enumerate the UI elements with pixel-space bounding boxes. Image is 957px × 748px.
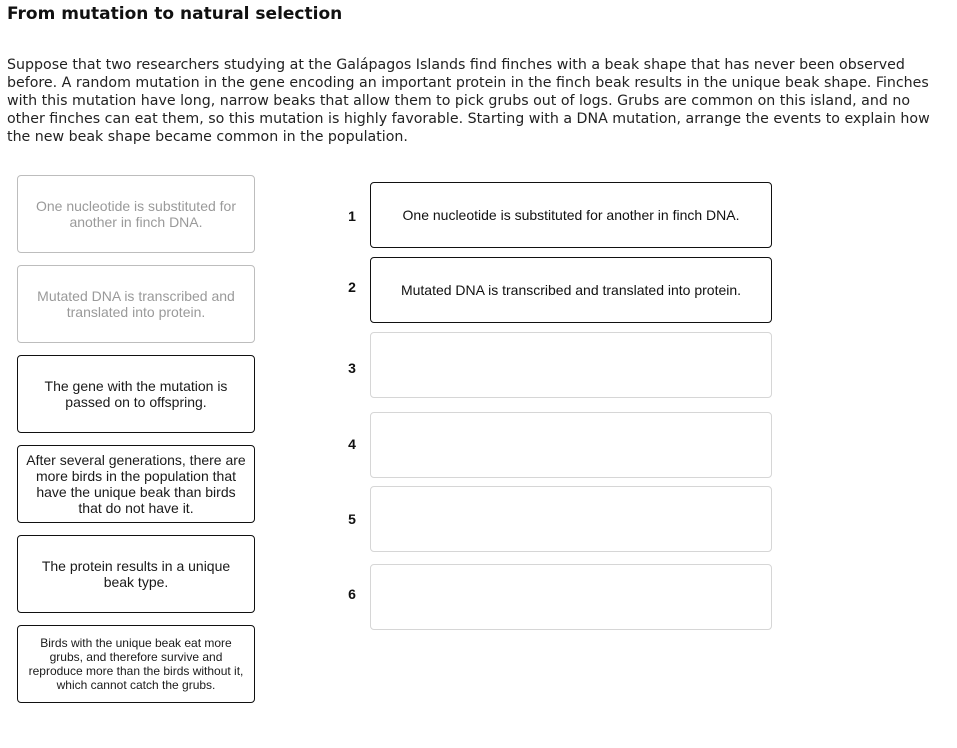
slot-number-2: 2 [348, 279, 356, 295]
drop-slot-text: Mutated DNA is transcribed and translated into protein. [400, 282, 742, 298]
slot-number-1: 1 [348, 208, 356, 224]
slot-number-6: 6 [348, 586, 356, 602]
drop-slot-4[interactable] [370, 412, 772, 478]
drop-slot-text: One nucleotide is substituted for another in finch DNA. [402, 207, 740, 223]
slot-number-4: 4 [348, 436, 356, 452]
answer-card-text: The protein results in a unique beak type. [41, 558, 231, 590]
answer-card-text: Birds with the unique beak eat more grubs, and therefore survive and reproduce more than the birds without it, which cannot catch the grubs. [28, 636, 244, 692]
answer-card-4[interactable] [17, 445, 255, 523]
drop-slot-5[interactable] [370, 486, 772, 552]
answer-card-1 [17, 175, 255, 253]
answer-card-text: One nucleotide is substituted for another in finch DNA. [35, 198, 236, 230]
drop-slot-6[interactable] [370, 564, 772, 630]
question-prompt: Suppose that two researchers studying at the Galápagos Islands find finches with a beak shape that has never been observed before. A random mutation in the gene encoding an important protein in the finch beak results in the unique beak shape. Finches with this mutation have long, narrow beaks that allow them to pick grubs out of logs. Grubs are common on this island, and no other finches can eat them, so this mutation is highly favorable. Starting with a DNA mutation, arrange the events to explain how the new beak shape became common in the population. [7, 57, 930, 145]
drop-slot-3[interactable] [370, 332, 772, 398]
answer-card-2 [17, 265, 255, 343]
slot-number-5: 5 [348, 511, 356, 527]
answer-card-text: Mutated DNA is transcribed and translated into protein. [37, 288, 235, 320]
answer-card-6[interactable] [17, 625, 255, 703]
answer-card-text: After several generations, there are more birds in the population that have the unique beak than birds that do not have it. [26, 452, 246, 516]
answer-card-3[interactable] [17, 355, 255, 433]
answer-card-text: The gene with the mutation is passed on to offspring. [44, 378, 228, 410]
answer-card-5[interactable] [17, 535, 255, 613]
drop-slot-1[interactable] [370, 182, 772, 248]
drop-slot-2[interactable] [370, 257, 772, 323]
page-title: From mutation to natural selection [7, 4, 343, 24]
slot-number-3: 3 [348, 360, 356, 376]
